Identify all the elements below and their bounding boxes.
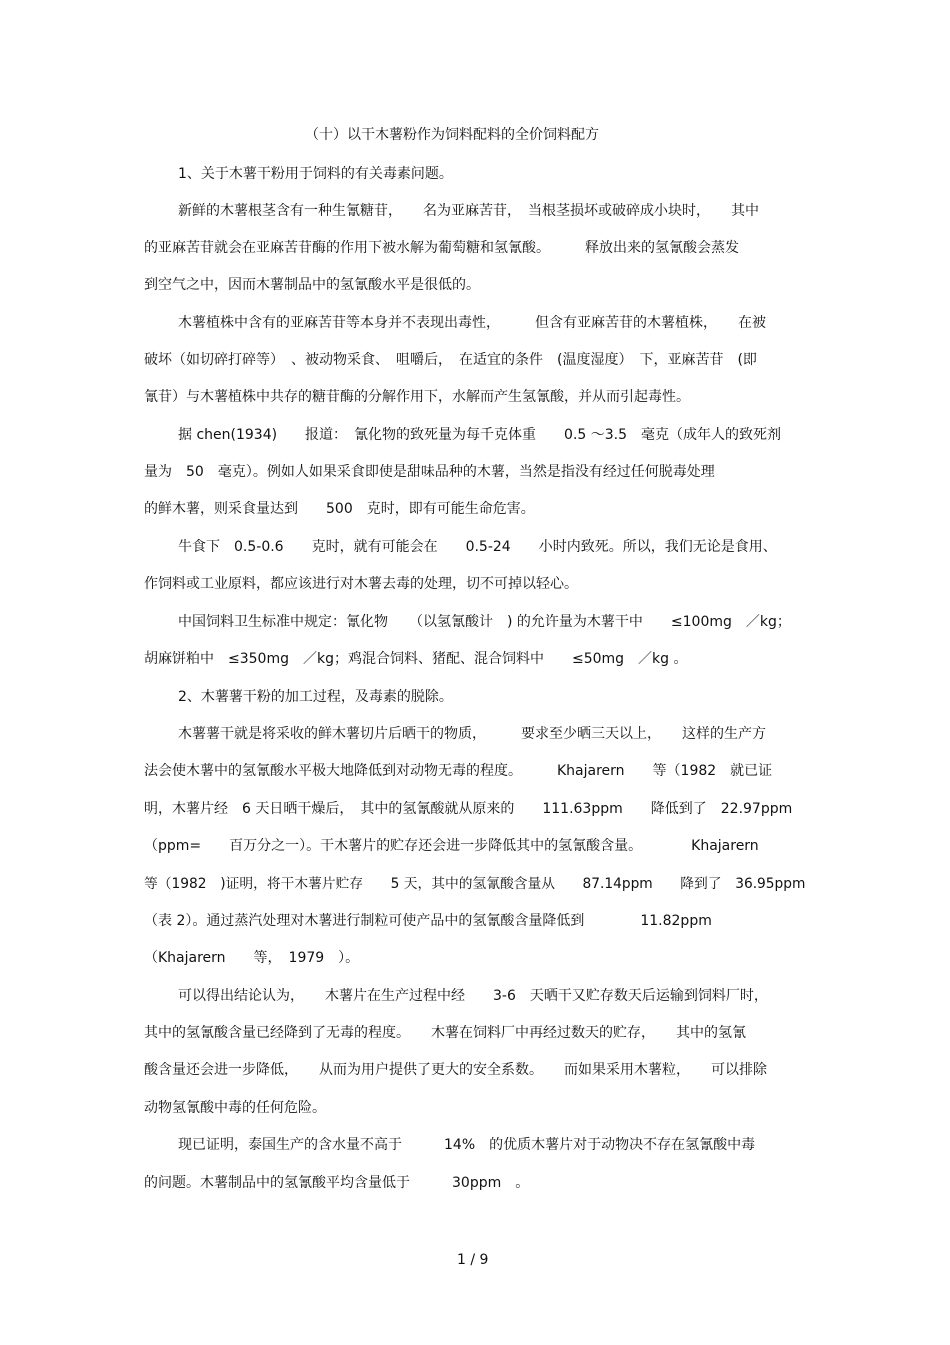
paragraph-line: 新鲜的木薯根茎含有一种生氰糖苷， 名为亚麻苦苷， 当根茎损坏或破碎成小块时， 其中 bbox=[178, 203, 759, 219]
paragraph-line: 的问题。木薯制品中的氢氰酸平均含量低于 30ppm 。 bbox=[144, 1175, 530, 1191]
paragraph-line: 酸含量还会进一步降低， 从而为用户提供了更大的安全系数。 而如果采用木薯粒， 可以排除 bbox=[144, 1062, 767, 1078]
paragraph-line: （ppm= 百万分之一）。干木薯片的贮存还会进一步降低其中的氢氰酸含量。 Khajarern bbox=[144, 838, 759, 854]
paragraph-line: 可以得出结论认为， 木薯片在生产过程中经 3-6 天晒干又贮存数天后运输到饲料厂时， bbox=[178, 988, 768, 1004]
paragraph-line: 的鲜木薯，则采食量达到 500 克时，即有可能生命危害。 bbox=[144, 501, 535, 517]
paragraph-line: （Khajarern 等， 1979 ）。 bbox=[144, 950, 360, 966]
section-heading-2: 2、木薯薯干粉的加工过程，及毒素的脱除。 bbox=[178, 689, 453, 705]
paragraph-line: （表 2）。通过蒸汽处理对木薯进行制粒可使产品中的氢氰酸含量降低到 11.82ppm bbox=[144, 913, 712, 929]
paragraph-line: 作饲料或工业原料，都应该进行对木薯去毒的处理，切不可掉以轻心。 bbox=[144, 576, 578, 592]
paragraph-line: 氰苷）与木薯植株中共存的糖苷酶的分解作用下，水解而产生氢氰酸，并从而引起毒性。 bbox=[144, 389, 690, 405]
paragraph-line: 木薯植株中含有的亚麻苦苷等本身并不表现出毒性， 但含有亚麻苦苷的木薯植株， 在被 bbox=[178, 315, 766, 331]
paragraph-line: 据 chen(1934) 报道： 氰化物的致死量为每千克体重 0.5 ～3.5 毫克（成年人的致死剂 bbox=[178, 427, 782, 443]
paragraph-line: 明，木薯片经 6 天日晒干燥后， 其中的氢氰酸就从原来的 111.63ppm 降低到了 22.97ppm bbox=[144, 801, 793, 817]
page-number: 1 / 9 bbox=[457, 1252, 489, 1268]
paragraph-line: 其中的氢氰酸含量已经降到了无毒的程度。 木薯在饲料厂中再经过数天的贮存， 其中的氢氰 bbox=[144, 1025, 746, 1041]
paragraph-line: 中国饲料卫生标准中规定：氰化物 （以氢氰酸计 ) 的允许量为木薯干中 ≤100mg ／kg； bbox=[178, 614, 791, 630]
paragraph-line: 现已证明，泰国生产的含水量不高于 14% 的优质木薯片对于动物决不存在氢氰酸中毒 bbox=[178, 1137, 756, 1153]
paragraph-line: 木薯薯干就是将采收的鲜木薯切片后晒干的物质， 要求至少晒三天以上， 这样的生产方 bbox=[178, 726, 766, 742]
paragraph-line: 法会使木薯中的氢氰酸水平极大地降低到对动物无毒的程度。 Khajarern 等（1982 就已证 bbox=[144, 763, 773, 779]
paragraph-line: 等（1982 )证明，将干木薯片贮存 5 天，其中的氢氰酸含量从 87.14ppm 降到了 36.95ppm bbox=[144, 876, 806, 892]
paragraph-line: 胡麻饼粕中 ≤350mg ／kg；鸡混合饲料、猪配、混合饲料中 ≤50mg ／kg 。 bbox=[144, 651, 688, 667]
paragraph-line: 到空气之中，因而木薯制品中的氢氰酸水平是很低的。 bbox=[144, 277, 480, 293]
section-heading-1: 1、关于木薯干粉用于饲料的有关毒素问题。 bbox=[178, 166, 453, 182]
paragraph-line: 牛食下 0.5-0.6 克时，就有可能会在 0.5-24 小时内致死。所以，我们无论是食用、 bbox=[178, 539, 777, 555]
document-title: （十）以干木薯粉作为饲料配料的全价饲料配方 bbox=[305, 127, 599, 143]
paragraph-line: 量为 50 毫克）。例如人如果采食即使是甜味品种的木薯，当然是指没有经过任何脱毒处理 bbox=[144, 464, 715, 480]
paragraph-line: 的亚麻苦苷就会在亚麻苦苷酶的作用下被水解为葡萄糖和氢氰酸。 释放出来的氢氰酸会蒸发 bbox=[144, 240, 739, 256]
paragraph-line: 破坏（如切碎打碎等） 、被动物采食、 咀嚼后， 在适宜的条件 (温度湿度） 下，亚麻苦苷 (即 bbox=[144, 352, 757, 368]
paragraph-line: 动物氢氰酸中毒的任何危险。 bbox=[144, 1100, 326, 1116]
